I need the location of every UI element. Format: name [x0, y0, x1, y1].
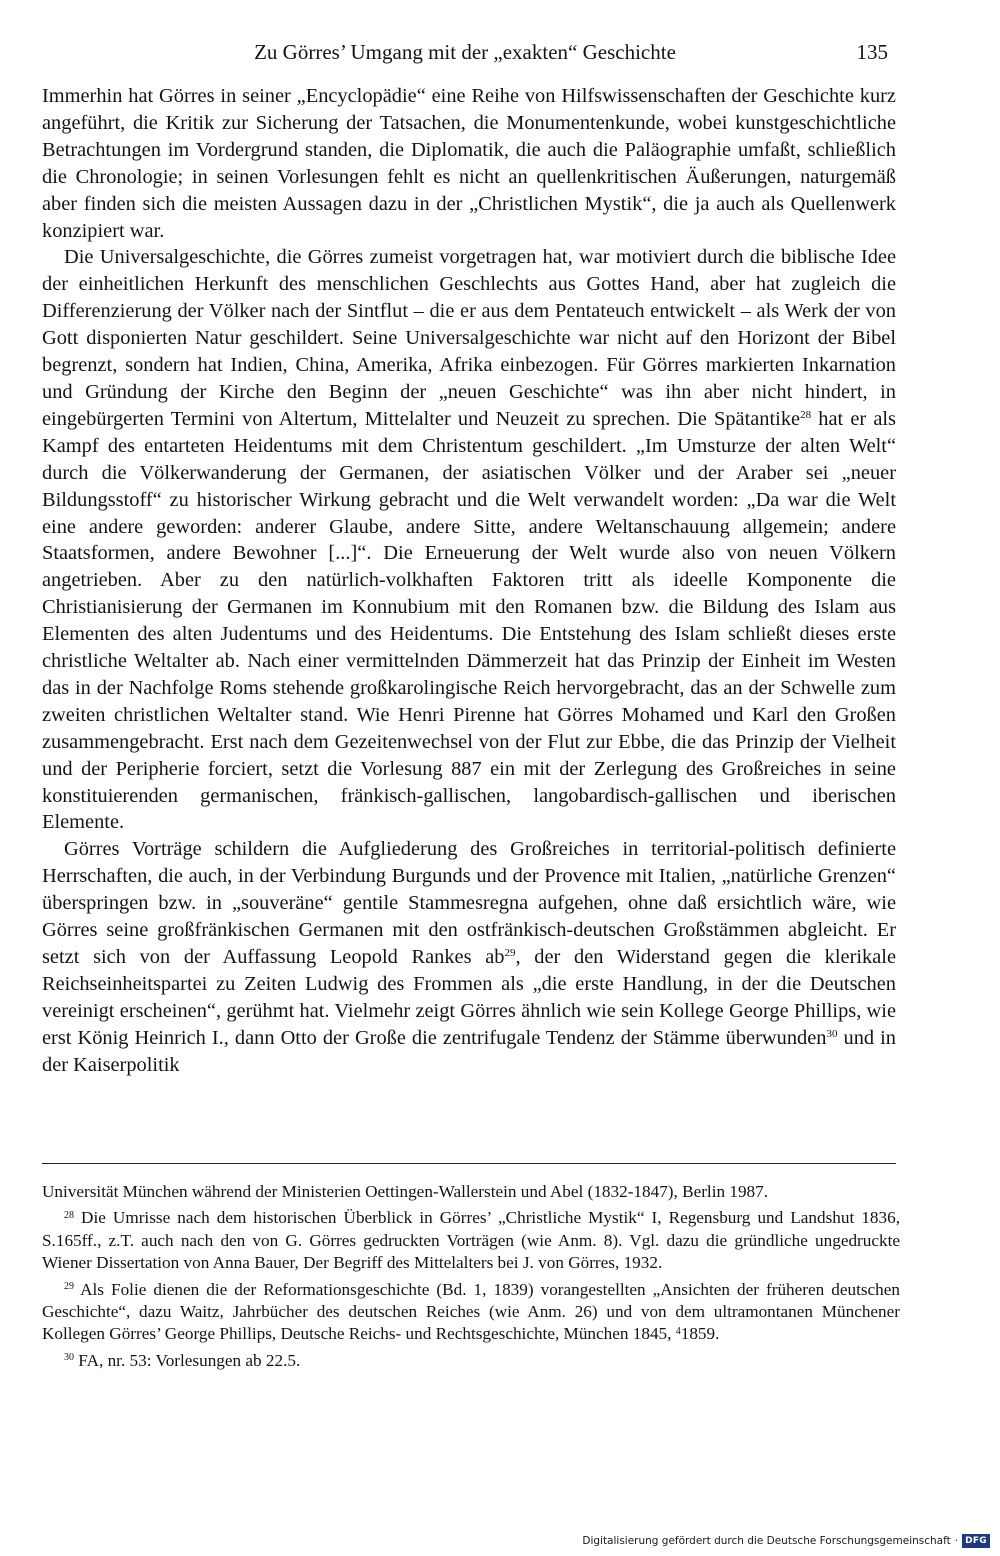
footnote-number: 29 — [64, 1281, 74, 1293]
footnote-ref-30: 30 — [826, 1028, 838, 1041]
paragraph-2-text-a: Die Universalgeschichte, die Görres zumeist vorgetragen hat, war motiviert durch die biblische Idee der einheitlichen Herkunft des menschlichen Geschlechts aus Gottes Hand, aber hat zugleich die Differenzierung der Völker nach der Sintflut – die er aus dem Pentateuch entwickelt – als Werk der von Gott disponierten Natur geschildert. Seine Universalgeschichte war nicht auf den Horizont der Bibel begrenzt, sondern hat Indien, China, Amerika, Afrika einbezogen. Für Görres markierten Inkarnation und Gründung der Kirche den Beginn der „neuen Geschichte“ was ihn aber nicht hindert, in eingebürgerten Termini von Altertum, Mittelalter und Neuzeit zu sprechen. Die Spätantike — [42, 246, 896, 430]
footnote-29 — [42, 1279, 900, 1346]
paragraph-2 — [42, 244, 896, 836]
paragraph-3-text-c: und in der Kaiserpolitik — [42, 1026, 896, 1076]
paragraph-2-text-b: hat er als Kampf des entarteten Heidentums mit dem Christentum geschildert. „Im Umsturze der alten Welt“ durch die Völkerwanderung der Germanen, der asiatischen Völker und der Araber sei „neuer Bildungsstoff“ zu historischer Wirkung gebracht und die Welt verwandelt worden: „Da war die Welt eine andere geworden: anderer Glaube, andere Sitte, andere Weltanschauung allgemein; andere Staatsformen, andere Bewohner [...]“. Die Erneuerung der Welt wurde also von neuen Völkern angetrieben. Aber zu den natürlich-volkhaften Faktoren tritt als ideelle Komponente die Christianisierung der Germanen im Konnubium mit den Romanen bzw. die Bildung des Islam aus Elementen des alten Judentums und des Heidentums. Die Entstehung des Islam schließt dieses erste christliche Weltalter ab. Nach einer vermittelnden Dämmerzeit hat das Prinzip der Einheit im Westen das in der Nachfolge Roms stehende großkarolingische Reich hervorgebracht, das an der Schwelle zum zweiten christlichen Weltalter stand. Wie Henri Pirenne hat Görres Mohamed und Karl den Großen zusammengebracht. Erst nach dem Gezeitenwechsel von der Flut zur Ebbe, die das Prinzip der Vielheit und der Peripherie forciert, setzt die Vorlesung 887 ein mit der Zerlegung des Großreiches in seine konstituierenden germanischen, fränkisch-gallischen, langobardisch-gallischen und iberischen Elemente. — [42, 407, 896, 834]
paragraph-3-text-a: Görres Vorträge schildern die Aufgliederung des Großreiches in territorial-politisch definierte Herrschaften, die auch, in der Verbindung Burgunds und der Provence mit Italien, „natürliche Grenzen“ überspringen bzw. in „souveräne“ gentile Stammesregna aufgehen, ohne daß ersichtlich wäre, wie Görres seine großfränkischen Germanen mit den ostfränkisch-deutschen Großstämmen abgleicht. Er setzt sich von der Auffassung Leopold Rankes ab — [42, 838, 896, 968]
dfg-logo-icon: DFG — [962, 1534, 990, 1548]
footnote-ref-29: 29 — [504, 947, 516, 960]
footnote-ref-28: 28 — [800, 409, 812, 422]
footnote-separator — [42, 1163, 896, 1164]
footnote-text: Als Folie dienen die der Reformationsgeschichte (Bd. 1, 1839) vorangestellten „Ansichten der früheren deutschen Geschichte“, dazu Waitz, Jahrbücher des deutschen Reiches (wie Anm. 26) und von dem ultramontanen Münchener Kollegen Görres’ George Phillips, Deutsche Reichs- und Rechtsgeschichte, München 1845, — [42, 1279, 900, 1344]
edition-superscript: 4 — [675, 1325, 681, 1337]
footnote-text: Die Umrisse nach dem historischen Überblick in Görres’ „Christliche Mystik“ I, Regensburg und Landshut 1836, S.165ff., z.T. auch nach den von G. Görres gedruckten Vorträgen (wie Anm. 8). Vgl. dazu die gründliche ungedruckte Wiener Dissertation von Anna Bauer, Der Begriff des Mittelalters bei J. von Görres, 1932. — [42, 1208, 900, 1273]
footnote-28 — [42, 1207, 900, 1274]
footnote-30 — [42, 1350, 900, 1372]
running-title: Zu Görres’ Umgang mit der „exakten“ Geschichte — [254, 40, 676, 64]
credit-separator: · — [954, 1535, 959, 1547]
main-text — [42, 83, 896, 1079]
credit-text: Digitalisierung gefördert durch die Deutsche Forschungsgemeinschaft — [582, 1535, 951, 1547]
footnote-text: FA, nr. 53: Vorlesungen ab 22.5. — [74, 1350, 301, 1370]
running-header — [42, 40, 888, 72]
footnotes — [42, 1181, 900, 1372]
funding-credit — [582, 1534, 990, 1548]
paragraph-3 — [42, 836, 896, 1078]
footnote-number: 28 — [64, 1209, 74, 1221]
page-number: 135 — [856, 40, 888, 64]
footnote-text-end: 1859. — [680, 1324, 720, 1344]
paragraph-1: Immerhin hat Görres in seiner „Encyclopädie“ eine Reihe von Hilfswissenschaften der Geschichte kurz angeführt, die Kritik zur Sicherung der Tatsachen, die Monumentenkunde, wobei kunstgeschichtliche Betrachtungen im Vordergrund standen, die Diplomatik, die auch die Paläographie umfaßt, schließlich die Chronologie; in seinen Vorlesungen fehlt es nicht an quellenkritischen Äußerungen, naturgemäß aber finden sich die meisten Aussagen dazu in der „Christlichen Mystik“, die ja auch als Quellenwerk konzipiert war. — [42, 85, 896, 242]
footnote-number: 30 — [64, 1352, 74, 1364]
footnote-continuation: Universität München während der Ministerien Oettingen-Wallerstein und Abel (1832-1847), Berlin 1987. — [42, 1182, 769, 1201]
paragraph-3-text-b: , der den Widerstand gegen die klerikale Reichseinheitspartei zu Zeiten Ludwig des Frommen als „die erste Handlung, in der die Deutschen vereinigt erscheinen“, gerühmt hat. Vielmehr zeigt Görres ähnlich wie sein Kollege George Phillips, wie erst König Heinrich I., dann Otto der Große die zentrifugale Tendenz der Stämme überwunden — [42, 946, 896, 1049]
